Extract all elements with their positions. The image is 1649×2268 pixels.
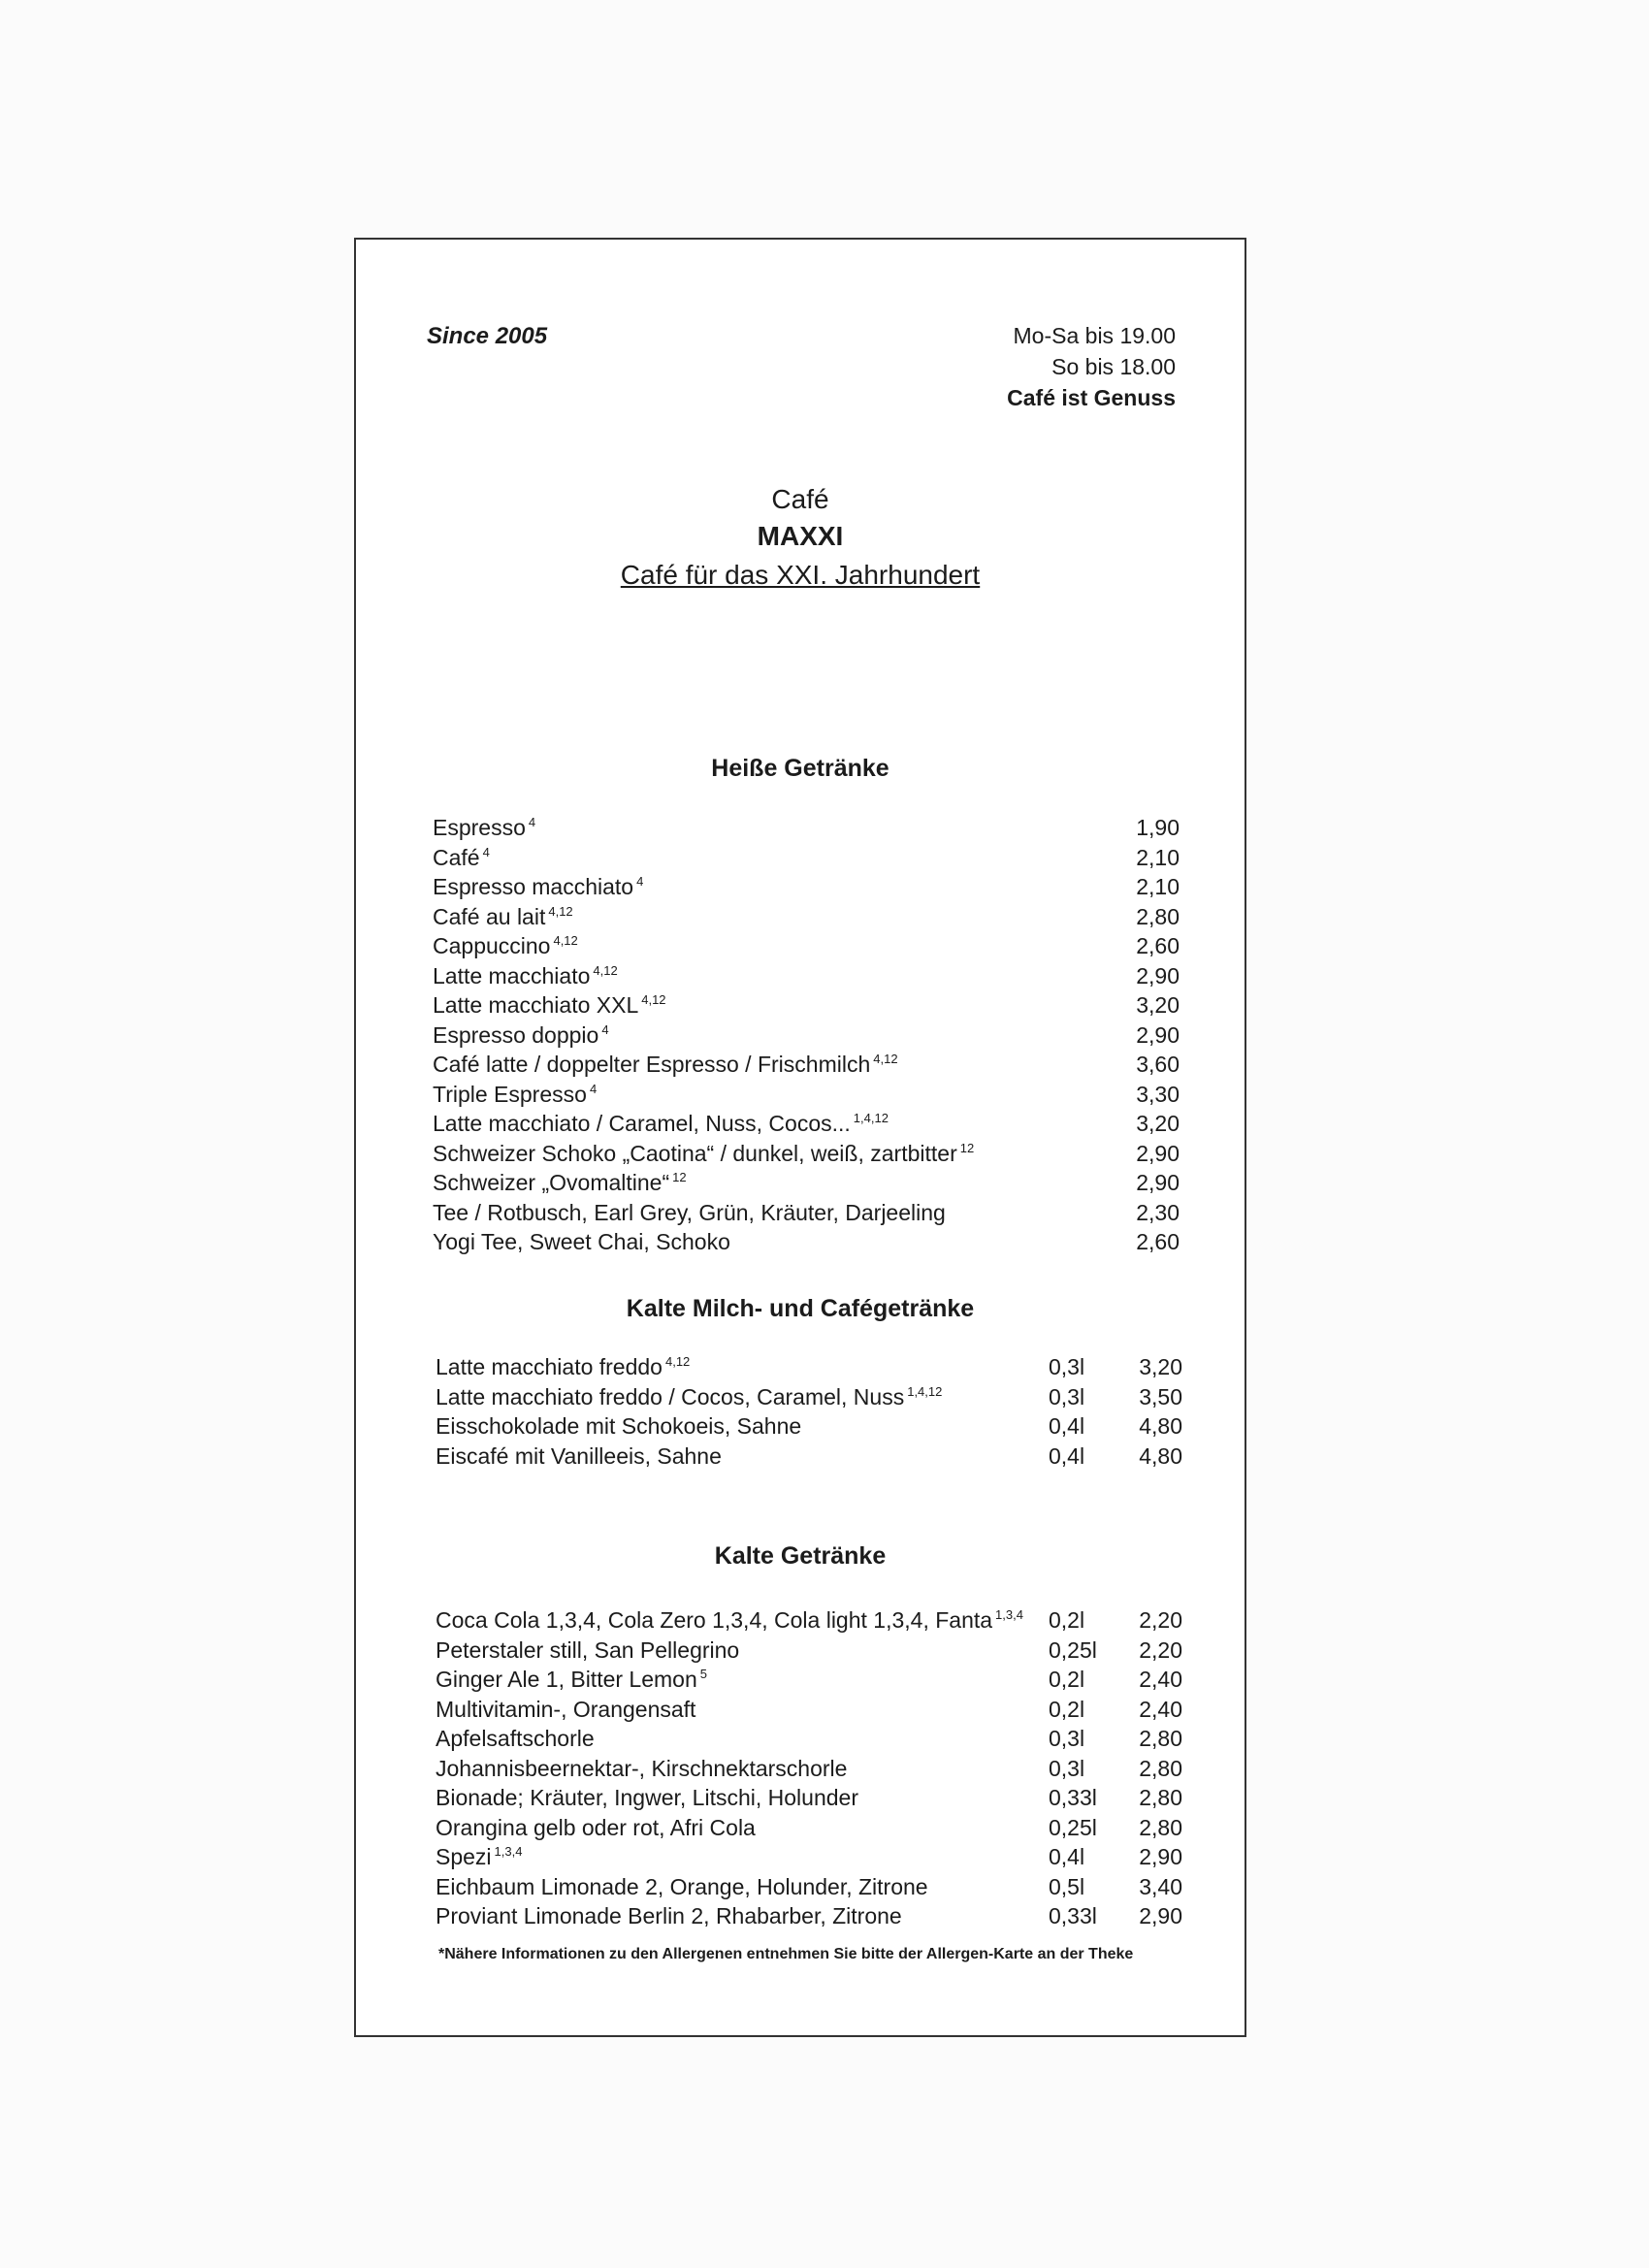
allergen-marker: 1,4,12	[853, 1111, 889, 1125]
menu-item-name: Multivitamin-, Orangensaft	[436, 1696, 696, 1722]
menu-item-volume: 0,3l	[1049, 1755, 1085, 1781]
menu-item-row	[436, 1872, 1182, 1902]
menu-item-name: Schweizer „Ovomaltine“ $^{12}$	[433, 1170, 687, 1195]
allergen-footnote: *Nähere Informationen zu den Allergenen entnehmen Sie bitte der Allergen-Karte an der Theke	[438, 1946, 1134, 1962]
cafe-title-block	[354, 481, 1246, 596]
menu-item-price: 3,60	[1136, 1052, 1180, 1077]
menu-item-volume: 0,4l	[1049, 1413, 1085, 1439]
menu-item-row	[436, 1411, 1182, 1442]
menu-item-price: 2,60	[1136, 1229, 1180, 1254]
section-title-cold: Kalte Getränke	[714, 1542, 887, 1570]
menu-item-name: Café latte / doppelter Espresso / Frischmilch $^{4,12}$	[433, 1052, 898, 1077]
cold-milk-drinks-list	[436, 1352, 1182, 1471]
menu-item-price: 2,90	[1136, 962, 1180, 988]
opening-hours	[1007, 320, 1176, 413]
menu-item-name: Espresso macchiato $^4$	[433, 874, 644, 899]
menu-item-name: Peterstaler still, San Pellegrino	[436, 1636, 740, 1663]
menu-item-volume: 0,33l	[1049, 1785, 1097, 1810]
menu-item-name: Proviant Limonade Berlin 2, Rhabarber, Zitrone	[436, 1903, 902, 1928]
menu-item-name: Ginger Ale 1, Bitter Lemon $^5$	[436, 1667, 707, 1692]
menu-item-row	[436, 1724, 1182, 1754]
allergen-marker: 4,12	[641, 992, 666, 1007]
menu-item-price: 3,30	[1136, 1081, 1180, 1107]
menu-item-price: 2,30	[1136, 1199, 1180, 1225]
cold-drinks-list	[436, 1605, 1182, 1931]
allergen-marker: 4	[601, 1021, 609, 1037]
menu-item-price: 2,10	[1136, 874, 1180, 899]
menu-item-name: Latte macchiato XXL $^{4,12}$	[433, 992, 666, 1018]
hot-drinks-list	[433, 813, 1180, 1257]
menu-item-name: Espresso doppio $^4$	[433, 1021, 609, 1048]
menu-item-row	[436, 1352, 1182, 1382]
allergen-marker: 4	[528, 815, 536, 829]
menu-item-price: 2,80	[1139, 1785, 1182, 1810]
menu-item-name: Coca Cola 1,3,4, Cola Zero 1,3,4, Cola light 1,3,4, Fanta $^{1,3,4}$	[436, 1607, 1023, 1633]
menu-item-row	[433, 961, 1180, 991]
menu-item-price: 3,50	[1139, 1383, 1182, 1409]
menu-item-volume: 0,3l	[1049, 1383, 1085, 1409]
menu-item-volume: 0,25l	[1049, 1814, 1097, 1840]
menu-item-price: 2,10	[1136, 844, 1180, 870]
allergen-marker: 4,12	[873, 1052, 898, 1066]
menu-item-price: 2,90	[1136, 1021, 1180, 1048]
section-title-hot: Heiße Getränke	[711, 755, 889, 782]
menu-item-row	[433, 872, 1180, 902]
title-line-cafe: Café	[771, 484, 829, 514]
hours-weekdays: Mo-Sa bis 19.00	[1013, 323, 1176, 348]
menu-item-name: Latte macchiato $^{4,12}$	[433, 962, 618, 988]
menu-item-name: Orangina gelb oder rot, Afri Cola	[436, 1814, 756, 1840]
title-line-tagline: Café für das XXI. Jahrhundert	[620, 560, 981, 590]
allergen-marker: 4,12	[553, 933, 578, 948]
menu-item-name: Eisschokolade mit Schokoeis, Sahne	[436, 1413, 802, 1439]
menu-item-name: Schweizer Schoko „Caotina“ / dunkel, weiß, zartbitter $^{12}$	[433, 1140, 975, 1166]
menu-item-name: Eiscafé mit Vanilleeis, Sahne	[436, 1442, 722, 1469]
menu-item-name: Tee / Rotbusch, Earl Grey, Grün, Kräuter, Darjeeling	[433, 1199, 946, 1225]
menu-item-row	[433, 902, 1180, 932]
allergen-marker: 1,3,4	[494, 1844, 523, 1859]
menu-item-name: Cappuccino $^{4,12}$	[433, 933, 578, 958]
allergen-marker: 12	[959, 1140, 975, 1155]
menu-item-price: 2,90	[1136, 1140, 1180, 1166]
menu-item-row	[436, 1813, 1182, 1843]
menu-item-name: Latte macchiato / Caramel, Nuss, Cocos... $^{1,4,12}$	[433, 1111, 889, 1136]
allergen-marker: 4	[482, 844, 490, 859]
menu-item-row	[433, 931, 1180, 961]
hours-sunday: So bis 18.00	[1051, 354, 1176, 379]
menu-item-row	[436, 1665, 1182, 1695]
menu-item-name: Triple Espresso $^4$	[433, 1081, 598, 1107]
menu-item-name: Café $^4$	[433, 844, 490, 870]
allergen-marker: 1,4,12	[907, 1383, 943, 1399]
menu-item-price: 2,80	[1139, 1755, 1182, 1781]
menu-item-name: Spezi $^{1,3,4}$	[436, 1844, 523, 1869]
menu-item-price: 3,20	[1136, 1111, 1180, 1136]
menu-item-row	[433, 990, 1180, 1021]
menu-item-price: 3,20	[1136, 992, 1180, 1018]
section-title-cold-milk: Kalte Milch- und Cafégetränke	[626, 1295, 975, 1322]
allergen-marker: 4	[589, 1081, 598, 1096]
menu-item-name: Bionade; Kräuter, Ingwer, Litschi, Holunder	[436, 1785, 858, 1810]
menu-item-row	[433, 1139, 1180, 1169]
menu-item-price: 2,20	[1139, 1607, 1182, 1633]
menu-item-row	[433, 1109, 1180, 1139]
menu-item-price: 2,60	[1136, 933, 1180, 958]
menu-item-volume: 0,2l	[1049, 1696, 1085, 1722]
menu-item-price: 4,80	[1139, 1413, 1182, 1439]
menu-item-row	[436, 1695, 1182, 1725]
menu-item-price: 2,80	[1139, 1814, 1182, 1840]
allergen-marker: 4,12	[548, 903, 573, 919]
menu-item-row	[433, 1050, 1180, 1080]
menu-item-volume: 0,3l	[1049, 1354, 1085, 1379]
allergen-marker: 5	[699, 1667, 707, 1681]
menu-item-price: 2,20	[1139, 1636, 1182, 1663]
slogan: Café ist Genuss	[1007, 385, 1176, 410]
allergen-marker: 4	[636, 874, 644, 889]
menu-item-row	[433, 843, 1180, 873]
title-line-name: MAXXI	[757, 521, 844, 551]
menu-item-price: 2,40	[1139, 1667, 1182, 1692]
menu-item-volume: 0,25l	[1049, 1636, 1097, 1663]
menu-item-row	[436, 1442, 1182, 1472]
menu-item-price: 1,90	[1136, 815, 1180, 840]
menu-item-row	[436, 1605, 1182, 1636]
allergen-marker: 4,12	[593, 962, 618, 978]
menu-item-price: 2,90	[1139, 1844, 1182, 1869]
menu-item-price: 3,40	[1139, 1873, 1182, 1899]
menu-item-volume: 0,3l	[1049, 1726, 1085, 1751]
menu-item-price: 2,90	[1136, 1170, 1180, 1195]
allergen-marker: 4,12	[664, 1354, 691, 1369]
allergen-marker: 12	[672, 1170, 687, 1184]
menu-item-volume: 0,4l	[1049, 1442, 1085, 1469]
menu-item-row	[436, 1842, 1182, 1872]
menu-item-name: Yogi Tee, Sweet Chai, Schoko	[433, 1229, 730, 1254]
menu-item-volume: 0,2l	[1049, 1607, 1085, 1633]
menu-item-name: Café au lait $^{4,12}$	[433, 903, 573, 929]
menu-item-price: 2,80	[1136, 903, 1180, 929]
menu-item-row	[436, 1783, 1182, 1813]
menu-item-volume: 0,4l	[1049, 1844, 1085, 1869]
menu-item-row	[436, 1901, 1182, 1931]
menu-item-price: 2,40	[1139, 1696, 1182, 1722]
menu-item-volume: 0,5l	[1049, 1873, 1085, 1899]
menu-item-volume: 0,33l	[1049, 1903, 1097, 1928]
menu-item-row	[436, 1636, 1182, 1666]
menu-item-row	[433, 1021, 1180, 1051]
menu-item-row	[436, 1754, 1182, 1784]
menu-item-name: Latte macchiato freddo $^{4,12}$	[436, 1354, 691, 1379]
menu-item-price: 2,90	[1139, 1903, 1182, 1928]
menu-item-row	[433, 1227, 1180, 1257]
menu-item-row	[433, 1168, 1180, 1198]
menu-item-row	[433, 813, 1180, 843]
menu-item-name: Johannisbeernektar-, Kirschnektarschorle	[436, 1755, 848, 1781]
menu-item-name: Eichbaum Limonade 2, Orange, Holunder, Zitrone	[436, 1873, 928, 1899]
menu-item-row	[433, 1198, 1180, 1228]
menu-item-name: Apfelsaftschorle	[436, 1726, 595, 1751]
menu-item-price: 4,80	[1139, 1442, 1182, 1469]
menu-item-row	[433, 1080, 1180, 1110]
menu-item-volume: 0,2l	[1049, 1667, 1085, 1692]
allergen-marker: 1,3,4	[995, 1607, 1023, 1622]
menu-item-price: 3,20	[1139, 1354, 1182, 1379]
since-label: Since 2005	[427, 323, 548, 349]
menu-item-price: 2,80	[1139, 1726, 1182, 1751]
menu-item-name: Espresso $^4$	[433, 815, 536, 840]
menu-item-name: Latte macchiato freddo / Cocos, Caramel, Nuss $^{1,4,12}$	[436, 1383, 943, 1409]
menu-item-row	[436, 1382, 1182, 1412]
